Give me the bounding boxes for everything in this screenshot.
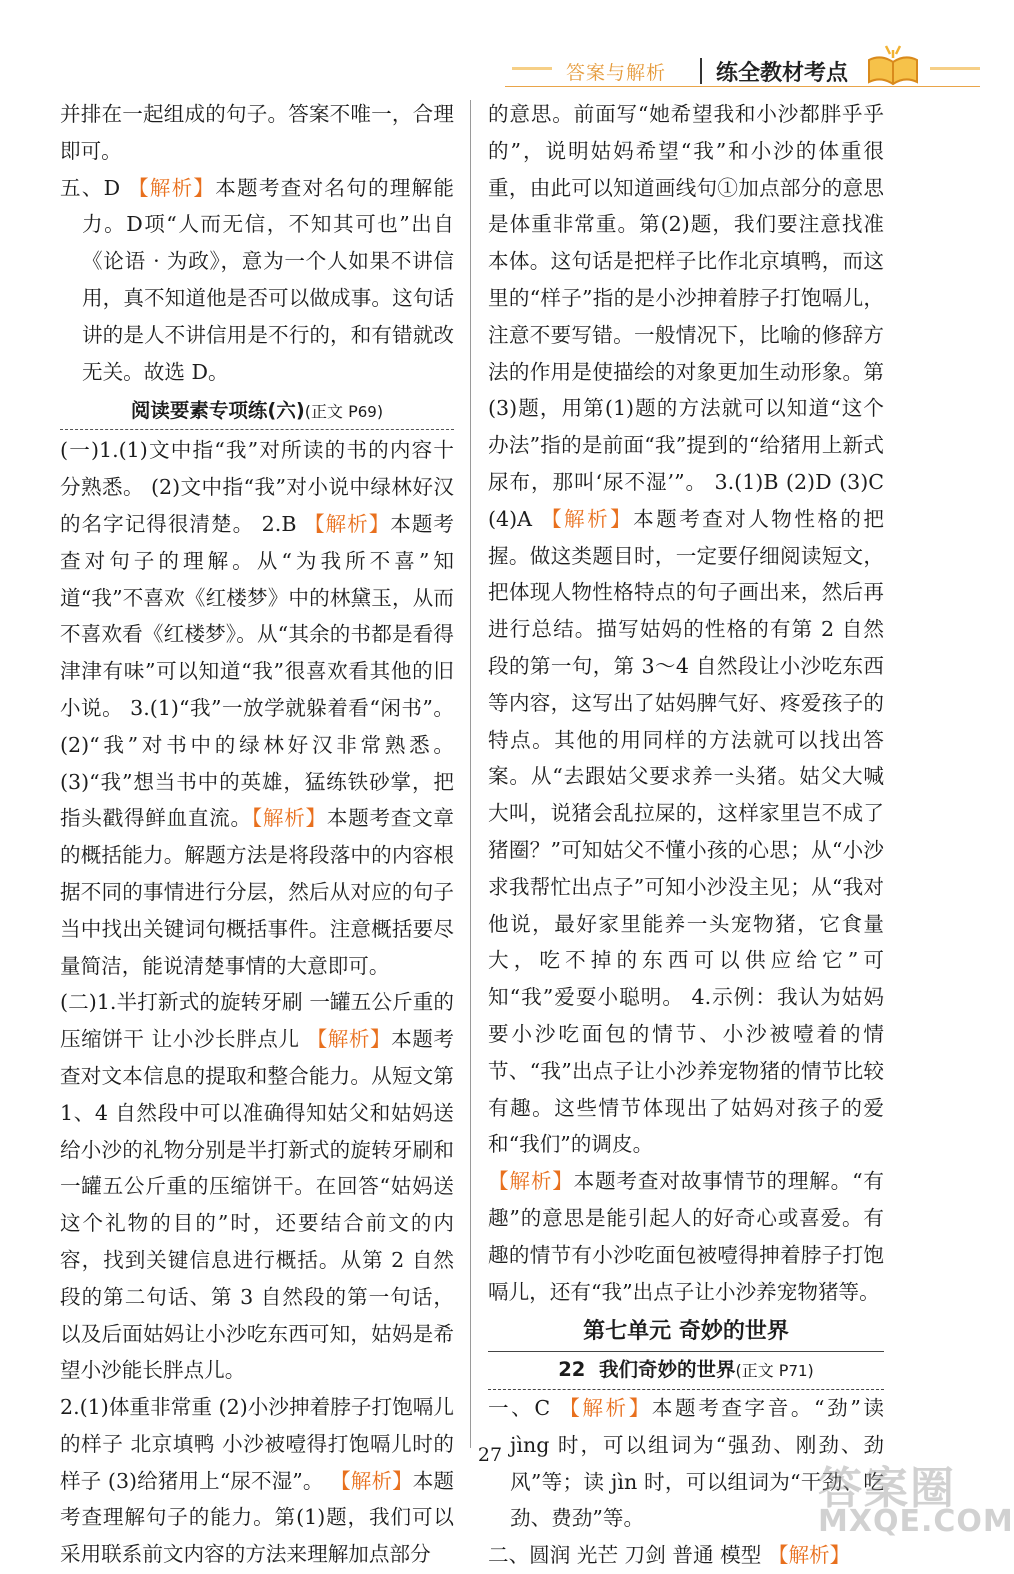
lesson-title: 我们奇妙的世界 <box>598 1358 736 1382</box>
analysis-tag: 【解析】 <box>127 175 216 200</box>
answer-text: 二、圆润 光芒 刀剑 普通 模型 <box>488 1543 768 1568</box>
page-number: 27 <box>477 1444 503 1466</box>
section-title: 阅读要素专项练(六) <box>130 399 305 423</box>
answer-item <box>488 1163 884 1310</box>
open-book-icon <box>866 42 920 88</box>
section-ref-page: 69 <box>357 403 377 422</box>
header-divider <box>700 58 702 84</box>
analysis-text: 本题考查文章的概括能力。解题方法是将段落中的内容根据不同的事情进行分层，然后从对应的句子当中找出关键词句概括事件。注意概括要尽量简洁，能说清楚事情的大意即可。 <box>60 806 455 978</box>
analysis-text: 本题考查字音。“劲”读 jìng 时，可以组词为“强劲、刚劲、劲风”等；读 jìn 时，可以组词为“干劲、吃劲、费劲”等。 <box>510 1396 885 1531</box>
analysis-tag: 【解析】 <box>303 511 391 536</box>
analysis-tag: 【解析】 <box>488 1169 574 1194</box>
section-ref-suffix: ) <box>376 402 384 422</box>
watermark-text: 答案圈 <box>818 1463 956 1514</box>
answer-text: (一)1.(1)文中指“我”对所读的书的内容十分熟悉。 (2)文中指“我”对小说中绿林好汉的名字记得很清楚。 2.B <box>60 438 454 536</box>
right-column <box>488 96 884 1574</box>
answer-item <box>488 1537 884 1574</box>
analysis-tag: 【解析】 <box>330 1468 413 1493</box>
answer-number: 五、D <box>60 175 128 200</box>
watermark <box>812 1452 1014 1539</box>
paragraph: 并排在一起组成的句子。答案不唯一，合理即可。 <box>60 102 454 163</box>
page-header <box>0 0 980 96</box>
header-stripe <box>512 67 552 70</box>
lesson-heading <box>488 1351 884 1390</box>
answer-item <box>60 432 454 984</box>
watermark-url: MXQE.COM <box>818 1504 1014 1539</box>
analysis-tag: 【解析】 <box>559 1396 652 1421</box>
answer-item <box>60 1389 454 1573</box>
analysis-tag: 【解析】 <box>251 806 327 831</box>
answer-text: 2.(1)体重非常重 (2)小沙抻着脖子打饱嗝儿的样子 北京填鸭 小沙被噎得打饱嗝儿时的样子 (3)给猪用上“尿不湿”。 <box>60 1395 454 1493</box>
answer-item <box>60 170 454 391</box>
analysis-text: 本题考查对名句的理解能力。D项“人而无信，不知其可也”出自《论语 · 为政》，意为一个人如果不讲信用，真不知道他是否可以做成事。这句话讲的是人不讲信用是不行的，和有错就改无关。故选 D。 <box>82 175 455 384</box>
analysis-text: 本题考查理解句子的能力。第(1)题，我们可以采用联系前文内容的方法来理解加点部分 <box>60 1468 454 1567</box>
header-section-label: 答案与解析 <box>566 62 667 84</box>
analysis-text: 本题考查对故事情节的理解。“有趣”的意思是能引起人的好奇心或喜爱。有趣的情节有小沙吃面包被噎得抻着脖子打饱嗝儿，还有“我”出点子让小沙养宠物猪等。 <box>488 1169 885 1304</box>
analysis-tag: 【解析】 <box>767 1543 851 1568</box>
section-heading <box>60 394 454 430</box>
analysis-text: 的意思。前面写“她希望我和小沙都胖乎乎的”，说明姑妈希望“我”和小沙的体重很重，由此可以知道画线句①加点部分的意思是体重非常重。第(2)题，我们要注意找准本体。这句话是把样子比作北京填鸭，而这里的“样子”指的是小沙抻着脖子打饱嗝儿，注意不要写错。一般情况下，比喻的修辞方法的作用是使描绘的对象更加生动形象。第(3)题，用第(1)题的方法就可以知道“这个办法”指的是前面“我”提到的“给猪用上新式尿布，那叫‘尿不湿’”。 3.(1)B (2)D (3)C (4)A <box>488 102 884 531</box>
answer-text: (二)1.半打新式的旋转牙刷 一罐五公斤重的压缩饼干 让小沙长胖点儿 <box>60 990 454 1052</box>
left-column <box>60 96 454 1573</box>
lesson-ref-prefix: (正文 P <box>735 1361 789 1381</box>
analysis-text: 本题考查对人物性格的把握。做这类题目时，一定要仔细阅读短文，把体现人物性格特点的句子画出来，然后再进行总结。描写姑妈的性格的有第 2 自然段的第一句，第 3～4 自然段让小沙吃东西等内容，这写出了姑妈脾气好、疼爱孩子的特点。其他的用同样的方法就可以找出答案。从“去跟姑父要求养一头猪。姑父大喊大叫，说猪会乱拉屎的，这样家里岂不成了猪圈？”可知姑父不懂小孩的心思；从“小沙求我帮忙出点子”可知小沙没主见；从“我对他说，最好家里能养一头宠物猪，它食量大，吃不掉的东西可以供应给它”可知“我”爱耍小聪明。 4.示例：我认为姑妈要小沙吃面包的情节、小沙被噎着的情节、“我”出点子让小沙养宠物猪的情节比较有趣。这些情节体现出了姑妈对孩子的爱和“我们”的调皮。 <box>488 506 885 1157</box>
analysis-text: 本题考查对句子的理解。从“为我所不喜”知道“我”不喜欢《红楼梦》中的林黛玉，从而不喜欢看《红楼梦》。从“其余的书都是看得津津有味”可以知道“我”很喜欢看其他的旧小说。 3.(1)“我”一放学就躲着看“闲书”。 (2)“我”对书中的绿林好汉非常熟悉。 (3)“我”想当书中的英雄，猛练铁砂掌，把指头戳得鲜血直流。 <box>60 511 455 831</box>
lesson-ref-suffix: ) <box>807 1361 814 1381</box>
header-rule <box>505 86 980 87</box>
header-series-title: 练全教材考点 <box>716 61 849 86</box>
header-stripe <box>930 67 980 70</box>
analysis-tag: 【解析】 <box>541 506 634 531</box>
analysis-text: 本题考查对文本信息的提取和整合能力。从短文第 1、4 自然段中可以准确得知姑父和姑妈送给小沙的礼物分别是半打新式的旋转牙刷和一罐五公斤重的压缩饼干。在回答“姑妈送这个礼物的目的”时，还要结合前文的内容，找到关键信息进行概括。从第 2 自然段的第二句话、第 3 自然段的第一句话，以及后面姑妈让小沙吃东西可知，姑妈是希望小沙能长胖点儿。 <box>60 1027 455 1383</box>
section-ref-prefix: (正文 P <box>304 402 358 422</box>
answer-item <box>60 984 454 1389</box>
answer-number: 一、C <box>488 1396 560 1421</box>
unit-title: 第七单元 奇妙的世界 <box>583 1319 789 1345</box>
lesson-number: 22 <box>558 1358 586 1382</box>
analysis-tag: 【解析】 <box>306 1027 392 1052</box>
column-divider <box>470 100 471 1448</box>
lesson-ref-page: 71 <box>788 1362 808 1381</box>
answer-item <box>488 96 884 1163</box>
